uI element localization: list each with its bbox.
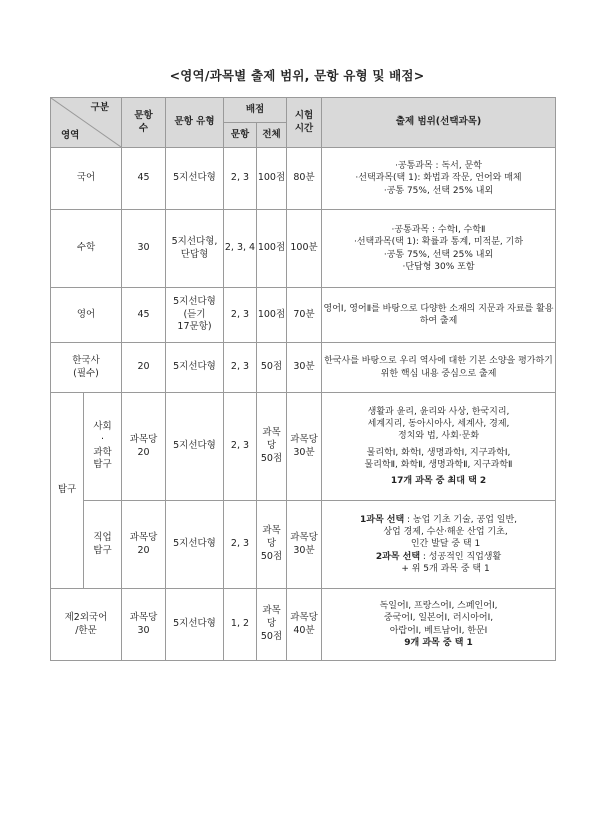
count-cell: 45	[122, 288, 166, 343]
range-line: 생활과 윤리, 윤리와 사상, 한국지리,	[367, 407, 510, 418]
range-cell	[322, 210, 556, 288]
score-total-cell: 100점	[257, 148, 287, 210]
type-cell: 5지선다형 (듣기 17문항)	[166, 288, 224, 343]
option2-label: 2과목 선택	[375, 551, 421, 562]
score-item-cell: 2, 3	[224, 501, 257, 589]
time-cell: 과목당 40분	[287, 589, 322, 661]
header-count: 문항 수	[122, 98, 166, 148]
score-item-cell: 2, 3	[224, 288, 257, 343]
range-item: ·공통과목 : 독서, 문학	[395, 161, 482, 172]
count-cell: 과목당 20	[122, 393, 166, 501]
option1-text: : 농업 기초 기술, 공업 일반,	[404, 515, 518, 526]
range-cell	[322, 589, 556, 661]
type-cell: 5지선다형	[166, 393, 224, 501]
header-gubun: 구분	[90, 102, 109, 113]
header-range: 출제 범위(선택과목)	[322, 98, 556, 148]
range-line: 세계지리, 동아시아사, 세계사, 경제,	[367, 419, 510, 430]
type-cell: 5지선다형, 단답형	[166, 210, 224, 288]
row-inquiry-vocational	[51, 501, 556, 589]
range-line: 독일어Ⅰ, 프랑스어Ⅰ, 스페인어Ⅰ,	[379, 601, 498, 612]
count-cell: 과목당 30	[122, 589, 166, 661]
time-cell: 과목당 30분	[287, 501, 322, 589]
page-title: <영역/과목별 출제 범위, 문항 유형 및 배점>	[169, 68, 425, 83]
type-cell: 5지선다형	[166, 589, 224, 661]
sub-area-cell: 사회 · 과학 탐구	[84, 393, 122, 501]
range-line: 정치와 법, 사회·문화	[398, 431, 480, 442]
area-cell: 수학	[51, 210, 122, 288]
range-item: ·선택과목(택 1): 확률과 통계, 미적분, 기하	[353, 237, 524, 248]
area-cell: 제2외국어 /한문	[51, 589, 122, 661]
range-cell: 영어Ⅰ, 영어Ⅱ를 바탕으로 다양한 소재의 지문과 자료를 활용하여 출제	[322, 288, 556, 343]
score-item-cell: 2, 3, 4	[224, 210, 257, 288]
row-inquiry-social-science	[51, 393, 556, 501]
exam-table	[50, 97, 556, 661]
row-korean	[51, 148, 556, 210]
area-cell: 국어	[51, 148, 122, 210]
range-cell	[322, 501, 556, 589]
count-cell: 45	[122, 148, 166, 210]
count-cell: 30	[122, 210, 166, 288]
range-line: 물리학Ⅰ, 화학Ⅰ, 생명과학Ⅰ, 지구과학Ⅰ,	[366, 447, 511, 458]
score-total-cell: 과목 당 50점	[257, 393, 287, 501]
type-cell: 5지선다형	[166, 148, 224, 210]
row-foreign-language	[51, 589, 556, 661]
sub-area-cell: 직업 탐구	[84, 501, 122, 589]
header-area: 영역	[61, 130, 80, 142]
header-score-item: 문항	[224, 123, 257, 148]
row-math	[51, 210, 556, 288]
range-line: 아랍어Ⅰ, 베트남어Ⅰ, 한문Ⅰ	[389, 625, 488, 636]
option2-text: : 성공적인 직업생활	[420, 551, 502, 562]
score-item-cell: 1, 2	[224, 589, 257, 661]
time-cell: 100분	[287, 210, 322, 288]
time-cell: 30분	[287, 343, 322, 393]
range-item: ·공통 75%, 선택 25% 내외	[383, 185, 494, 196]
range-note: 17개 과목 중 최대 택 2	[390, 475, 487, 486]
time-cell: 80분	[287, 148, 322, 210]
count-cell: 20	[122, 343, 166, 393]
range-note: 9개 과목 중 택 1	[404, 637, 473, 648]
header-score-total: 전체	[257, 123, 287, 148]
range-line: 물리학Ⅱ, 화학Ⅱ, 생명과학Ⅱ, 지구과학Ⅱ	[364, 459, 513, 470]
score-total-cell: 100점	[257, 210, 287, 288]
score-total-cell: 과목 당 50점	[257, 589, 287, 661]
time-cell: 과목당 30분	[287, 393, 322, 501]
header-time: 시험 시간	[287, 98, 322, 148]
range-line: 인간 발달 중 택 1	[410, 539, 481, 550]
score-item-cell: 2, 3	[224, 148, 257, 210]
score-total-cell: 100점	[257, 288, 287, 343]
row-korean-history	[51, 343, 556, 393]
area-cell: 한국사 (필수)	[51, 343, 122, 393]
area-cell: 영어	[51, 288, 122, 343]
score-item-cell: 2, 3	[224, 393, 257, 501]
area-cell-inquiry: 탐구	[51, 393, 84, 589]
range-cell: 한국사를 바탕으로 우리 역사에 대한 기본 소양을 평가하기 위한 핵심 내용 중심으로 출제	[322, 343, 556, 393]
score-item-cell: 2, 3	[224, 343, 257, 393]
header-diagonal-cell	[51, 98, 122, 148]
header-score: 배점	[224, 98, 287, 123]
type-cell: 5지선다형	[166, 501, 224, 589]
count-cell: 과목당 20	[122, 501, 166, 589]
row-english	[51, 288, 556, 343]
range-item: ·공통과목 : 수학Ⅰ, 수학Ⅱ	[391, 225, 486, 236]
option1-label: 1과목 선택	[359, 515, 405, 526]
range-item: ·공통 75%, 선택 25% 내외	[383, 249, 494, 260]
range-cell	[322, 393, 556, 501]
range-item: ·단답형 30% 포함	[402, 261, 475, 272]
range-item: ·선택과목(택 1): 화법과 작문, 언어와 매체	[355, 173, 522, 184]
type-cell: 5지선다형	[166, 343, 224, 393]
range-line: 상업 경제, 수산·해운 산업 기초,	[383, 527, 508, 538]
score-total-cell: 과목 당 50점	[257, 501, 287, 589]
score-total-cell: 50점	[257, 343, 287, 393]
time-cell: 70분	[287, 288, 322, 343]
range-line: + 위 5개 과목 중 택 1	[401, 563, 490, 574]
header-type: 문항 유형	[166, 98, 224, 148]
range-line: 중국어Ⅰ, 일본어Ⅰ, 러시아어Ⅰ,	[383, 613, 494, 624]
range-cell	[322, 148, 556, 210]
